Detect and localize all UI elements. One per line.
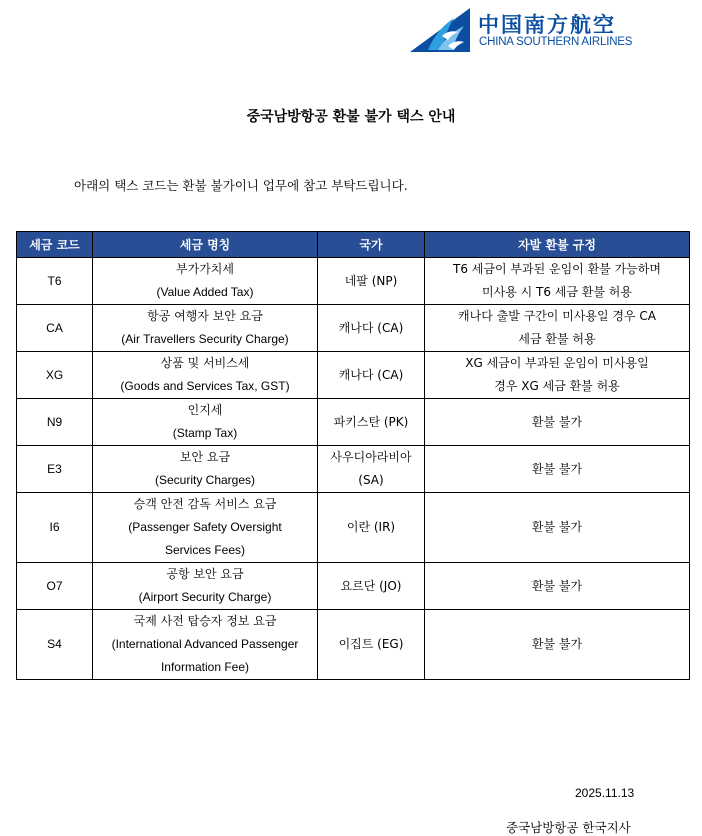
tax-code: I6 [17,493,93,563]
tax-name [93,493,318,563]
kapok-flower-icon [408,6,472,54]
refund-rule: 환불 불가 [425,610,690,680]
refund-rule [425,352,690,399]
header-tax-name: 세금 명칭 [93,232,318,258]
logo-chinese: 中国南方航空 [478,13,616,37]
table-row [17,446,690,493]
tax-name-ko: 국제 사전 탑승자 정보 요금 [133,614,277,628]
tax-name-en: (International Advanced Passenger [111,637,299,651]
tax-name [93,399,318,446]
tax-name-en: Services Fees) [164,543,246,557]
country: 파키스탄 (PK) [318,399,425,446]
table-header-row [17,232,690,258]
country: 이란 (IR) [318,493,425,563]
tax-name [93,258,318,305]
country: 네팔 (NP) [318,258,425,305]
refund-rule [425,305,690,352]
refund-rule-line: 경우 XG 세금 환불 허용 [494,379,620,393]
tax-code: S4 [17,610,93,680]
tax-name-en: (Passenger Safety Oversight [128,520,282,534]
intro-text: 아래의 택스 코드는 환불 불가이니 업무에 참고 부탁드립니다. [74,178,408,193]
issuing-office: 중국남방항공 한국지사 [506,820,631,835]
airline-logo [408,6,648,54]
tax-code: XG [17,352,93,399]
country-line: (SA) [358,473,384,487]
tax-name [93,352,318,399]
tax-name-ko: 승객 안전 감독 서비스 요금 [133,497,277,511]
table-row [17,305,690,352]
refund-rule: 환불 불가 [425,563,690,610]
tax-name-en: (Air Travellers Security Charge) [121,332,289,346]
refund-rule [425,258,690,305]
tax-name-ko: 항공 여행자 보안 요금 [147,309,263,323]
tax-name-en: Information Fee) [160,660,250,674]
tax-name [93,446,318,493]
tax-name [93,305,318,352]
country: 캐나다 (CA) [318,352,425,399]
country: 이집트 (EG) [318,610,425,680]
logo-english: CHINA SOUTHERN AIRLINES [479,36,633,48]
tax-name [93,563,318,610]
tax-name-en: (Stamp Tax) [172,426,238,440]
table-row [17,352,690,399]
table-row [17,399,690,446]
refund-rule-line: 캐나다 출발 구간이 미사용일 경우 CA [458,309,656,323]
tax-code: N9 [17,399,93,446]
tax-name-en: (Security Charges) [154,473,256,487]
tax-name-en: (Value Added Tax) [156,285,254,299]
country [318,446,425,493]
tax-code: T6 [17,258,93,305]
table-row [17,563,690,610]
refund-rule-line: 세금 환불 허용 [518,332,596,346]
tax-code: E3 [17,446,93,493]
tax-code: CA [17,305,93,352]
tax-name [93,610,318,680]
header-country: 국가 [318,232,425,258]
tax-table [16,231,690,680]
tax-code: O7 [17,563,93,610]
country: 캐나다 (CA) [318,305,425,352]
refund-rule-line: XG 세금이 부과된 운임이 미사용일 [465,356,649,370]
tax-name-ko: 보안 요금 [179,450,231,464]
tax-name-ko: 상품 및 서비스세 [160,356,250,370]
table-row [17,610,690,680]
table-row [17,258,690,305]
tax-name-ko: 인지세 [187,403,223,417]
refund-rule: 환불 불가 [425,446,690,493]
refund-rule: 환불 불가 [425,399,690,446]
header-refund-rule: 자발 환불 규정 [425,232,690,258]
issue-date: 2025.11.13 [575,786,635,800]
refund-rule: 환불 불가 [425,493,690,563]
country: 요르단 (JO) [318,563,425,610]
tax-name-en: (Goods and Services Tax, GST) [120,379,290,393]
header-tax-code: 세금 코드 [17,232,93,258]
refund-rule-line: T6 세금이 부과된 운임이 환불 가능하며 [453,262,661,276]
tax-name-ko: 공항 보안 요금 [166,567,244,581]
refund-rule-line: 미사용 시 T6 세금 환불 허용 [482,285,632,299]
tax-name-ko: 부가가치세 [176,262,234,276]
country-line: 사우디아라비아 [330,450,412,464]
tax-name-en: (Airport Security Charge) [138,590,272,604]
table-row [17,493,690,563]
document-title: 중국남방항공 환불 불가 택스 안내 [246,109,456,125]
